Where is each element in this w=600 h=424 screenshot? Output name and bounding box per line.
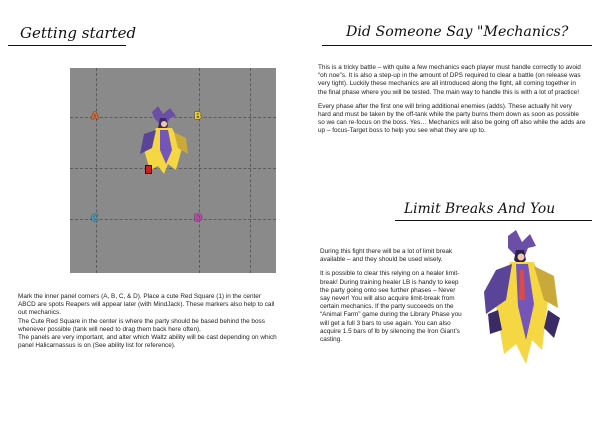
limit-breaks-paragraph: It is possible to clear this relying on a healer limit-break! During training healer LB is handy to keep the party going onto see further phases – Never say never! You will also acquire limit-break from certain mechanics. If the party succeeds on the “Animal Farm” game during the Library Phase you will get a full 3 bars to use again. You can also acquire 1.5 bars of lb by silencing the Iron Giant’s casting. (320, 270, 462, 344)
left-body-text (18, 293, 283, 350)
right-paragraph: This is a tricky battle – with quite a few mechanics each player must handle correctly to avoid “oh noe”s. It is also a step-up in the amount of DPS required to clear a battle (on release was very tight). Luckily these mechanics are all introduced along the fight, all coming together in the final phase where you will be tested. The main way to handle this is with a lot of practice! (318, 64, 581, 96)
heading-underline (8, 45, 126, 46)
heading-underline (322, 45, 592, 46)
limit-breaks-body-text (320, 248, 462, 350)
limit-breaks-heading: Limit Breaks And You (404, 201, 556, 217)
getting-started-heading: Getting started (20, 24, 137, 42)
left-body-line: Mark the inner panel corners (A, B, C, & D). Place a cute Red Square (1) in the center (18, 293, 261, 300)
boss-illustration (478, 230, 568, 370)
marker-c: C (91, 213, 99, 224)
limit-breaks-paragraph: During this fight there will be a lot of limit break available – and they should be used wisely. (320, 248, 453, 264)
left-body-line: The Cute Red Square in the center is where the party should be based behind the boss whenever possible (tank will need to drag them back here often). (18, 317, 265, 333)
right-paragraph: Every phase after the first one will bring additional enemies (adds). These actually hit very hard and must be taken by the off-tank while the party burns them down as soon as possible so we can re-focus on the boss. Yes… Mechanics will also be going off also while the adds are up – focus-Target boss to help you see what they are up to. (318, 102, 586, 135)
arena-panel-diagram (70, 68, 276, 273)
marker-a: A (91, 111, 99, 122)
right-body-text (318, 64, 586, 142)
grid-line (250, 68, 251, 273)
marker-b: B (194, 111, 202, 122)
grid-line (70, 219, 276, 220)
center-red-square-marker (145, 165, 152, 174)
grid-line (96, 68, 97, 273)
marker-d: D (194, 213, 203, 224)
left-body-line: ABCD are spots Reapers will appear later (with MindJack). These markers also help to call out mechanics. (18, 301, 275, 317)
heading-underline (395, 220, 592, 221)
boss-figure (130, 104, 200, 176)
left-body-line: The panels are very important, and alter which Waltz ability will be cast depending on which panel Halicarnassus is on (See ability list for reference). (18, 334, 277, 350)
mechanics-heading: Did Someone Say "Mechanics? (346, 24, 569, 40)
